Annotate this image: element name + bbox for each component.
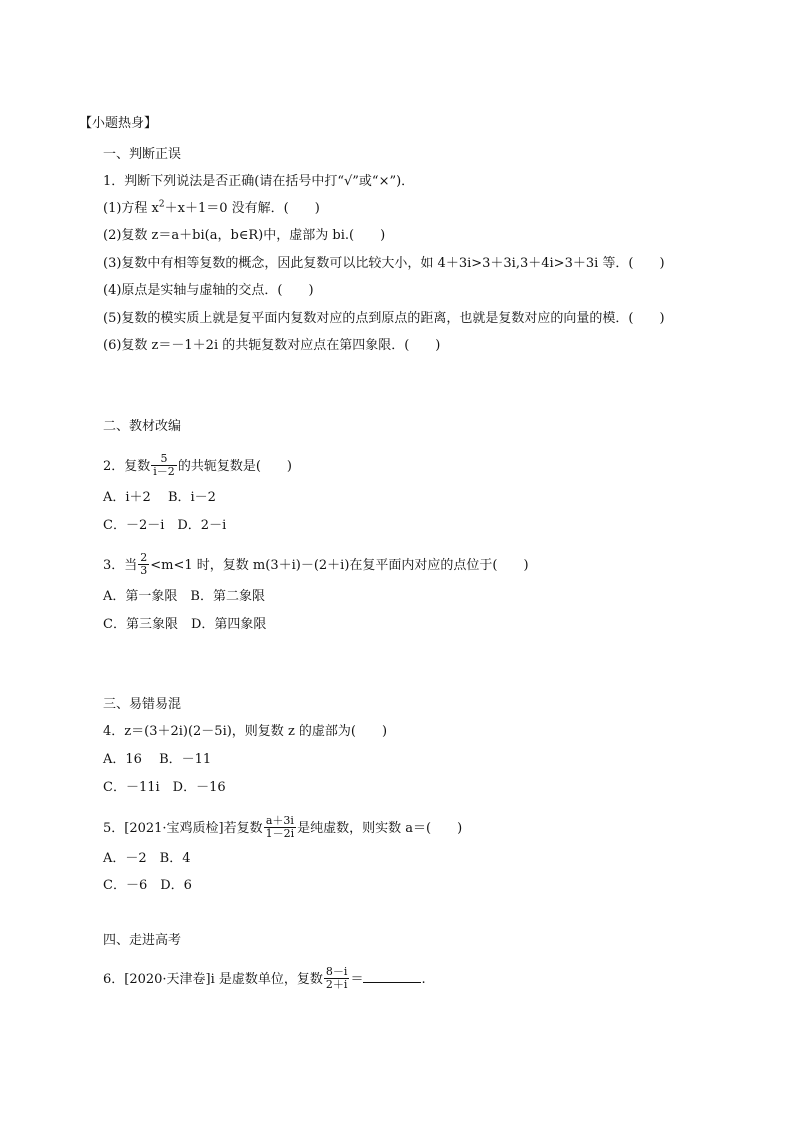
question-3-options-ab: A．第一象限 B．第二象限 [103,589,265,604]
question-2-stem [103,454,292,479]
q3-fraction [138,552,149,577]
question-1-item-6: (6)复数 z＝－1＋2i 的共轭复数对应点在第四象限．( ) [103,338,441,353]
question-6-stem [103,967,426,992]
question-2-options-cd: C．－2－i D．2－i [103,518,227,533]
question-1-stem: 1．判断下列说法是否正确(请在括号中打“√”或“×”)． [103,174,415,189]
q6-text-b: ＝ [350,972,364,987]
question-1-item-5: (5)复数的模实质上就是复平面内复数对应的点到原点的距离，也就是复数对应的向量的模．( ) [103,311,665,326]
section-title-gaokao: 四、走进高考 [103,933,182,948]
q5-text-b: 是纯虚数，则实数 a＝( ) [297,821,463,836]
q6-text-a: 6．[2020·天津卷]i 是虚数单位，复数 [103,972,323,987]
q5-fraction [264,815,297,840]
question-2-options-ab: A．i＋2 B．i－2 [103,490,216,505]
item-1-text-b: ＋x＋1＝0 没有解．( ) [164,201,320,216]
q5-text-a: 5．[2021·宝鸡质检]若复数 [103,821,263,836]
item-1-exponent: 2 [158,199,165,210]
section-header: 【小题热身】 [79,116,158,131]
question-1-item-2: (2)复数 z＝a＋bi(a，b∈R)中，虚部为 bi.( ) [103,228,386,243]
question-5-options-ab: A．－2 B．4 [103,851,191,866]
question-1-item-3: (3)复数中有相等复数的概念，因此复数可以比较大小，如 4＋3i>3＋3i,3＋4i>3＋3i 等．( ) [103,256,665,271]
question-1-item-4: (4)原点是实轴与虚轴的交点．( ) [103,283,314,298]
question-1-item-1 [103,201,320,217]
q2-text-b: 的共轭复数是( ) [177,459,292,474]
question-3-stem [103,553,529,578]
section-title-textbook: 二、教材改编 [103,419,182,434]
q5-numerator: a＋3i [264,815,297,828]
q3-text-a: 3．当 [103,558,138,573]
q3-numerator: 2 [140,551,148,564]
q3-text-b: <m<1 时，复数 m(3＋i)－(2＋i)在复平面内对应的点位于( ) [150,558,529,573]
q5-denominator: 1－2i [265,827,295,840]
q2-denominator: i－2 [153,465,175,478]
q6-period: . [421,972,426,987]
question-4-options-cd: C．－11i D．－16 [103,780,226,795]
answer-blank[interactable] [363,970,421,983]
q3-denominator: 3 [140,564,148,577]
question-5-stem [103,816,462,841]
q6-fraction [324,966,350,991]
q2-numerator: 5 [151,453,177,466]
q6-numerator: 8－i [325,965,348,978]
section-title-judge: 一、判断正误 [103,147,182,162]
question-4-stem: 4．z＝(3＋2i)(2－5i)，则复数 z 的虚部为( ) [103,724,388,739]
question-4-options-ab: A．16 B．－11 [103,752,212,767]
q6-denominator: 2＋i [325,978,348,991]
question-3-options-cd: C．第三象限 D．第四象限 [103,617,267,632]
item-1-text-a: (1)方程 x [103,201,159,216]
section-title-easy-mistakes: 三、易错易混 [103,697,182,712]
q2-fraction [151,453,177,478]
q2-text-a: 2．复数 [103,459,151,474]
question-5-options-cd: C．－6 D．6 [103,878,192,893]
